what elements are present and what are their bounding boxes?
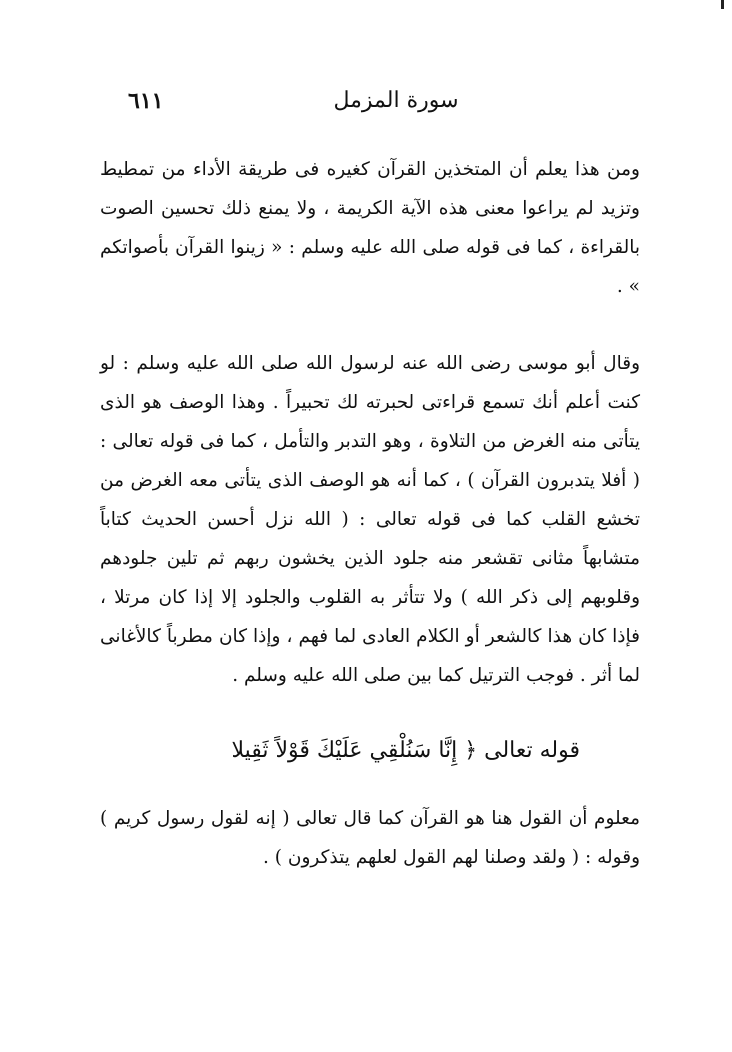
paragraph-1: ومن هذا يعلم أن المتخذين القرآن كغيره فى طريقة الأداء من تمطيط وتزيد لم يراعوا معنى هذه الآية الكريمة ، ولا يمنع ذلك تحسين الصوت بالقراءة ، كما فى قوله صلى الله عليه وسلم : « زينوا القرآن بأصواتكم » . — [100, 159, 640, 297]
page-body — [100, 150, 640, 877]
paragraph-3: معلوم أن القول هنا هو القرآن كما قال تعالى ( إنه لقول رسول كريم ) وقوله : ( ولقد وصلنا لهم القول لعلهم يتذكرون ) . — [100, 808, 640, 868]
verse-heading: قوله تعالى ﴿ إِنَّا سَنُلْقِي عَلَيْكَ قَوْلاً ثَقِيلا — [231, 738, 580, 763]
page-corner-mark — [721, 0, 724, 9]
page-header — [0, 88, 732, 124]
page-number: ٦١١ — [128, 88, 164, 114]
chapter-title: سورة المزمل — [333, 88, 459, 113]
paragraph-2: وقال أبو موسى رضى الله عنه لرسول الله صلى الله عليه وسلم : لو كنت أعلم أنك تسمع قراءتى لحبرته لك تحبيراً . وهذا الوصف هو الذى يتأتى منه الغرض من التلاوة ، وهو التدبر والتأمل ، كما فى قوله تعالى : ( أفلا يتدبرون القرآن ) ، كما أنه هو الوصف الذى يتأتى معه الغرض من تخشع القلب كما فى قوله تعالى : ( الله نزل أحسن الحديث كتاباً متشابهاً مثانى تقشعر منه جلود الذين يخشون ربهم ثم تلين جلودهم وقلوبهم إلى ذكر الله ) ولا تتأثر به القلوب والجلود إلا إذا كان مرتلا ، فإذا كان هذا كالشعر أو الكلام العادى لما فهم ، وإذا كان مطرباً كالأغانى لما أثر . فوجب الترتيل كما بين صلى الله عليه وسلم . — [100, 353, 640, 686]
